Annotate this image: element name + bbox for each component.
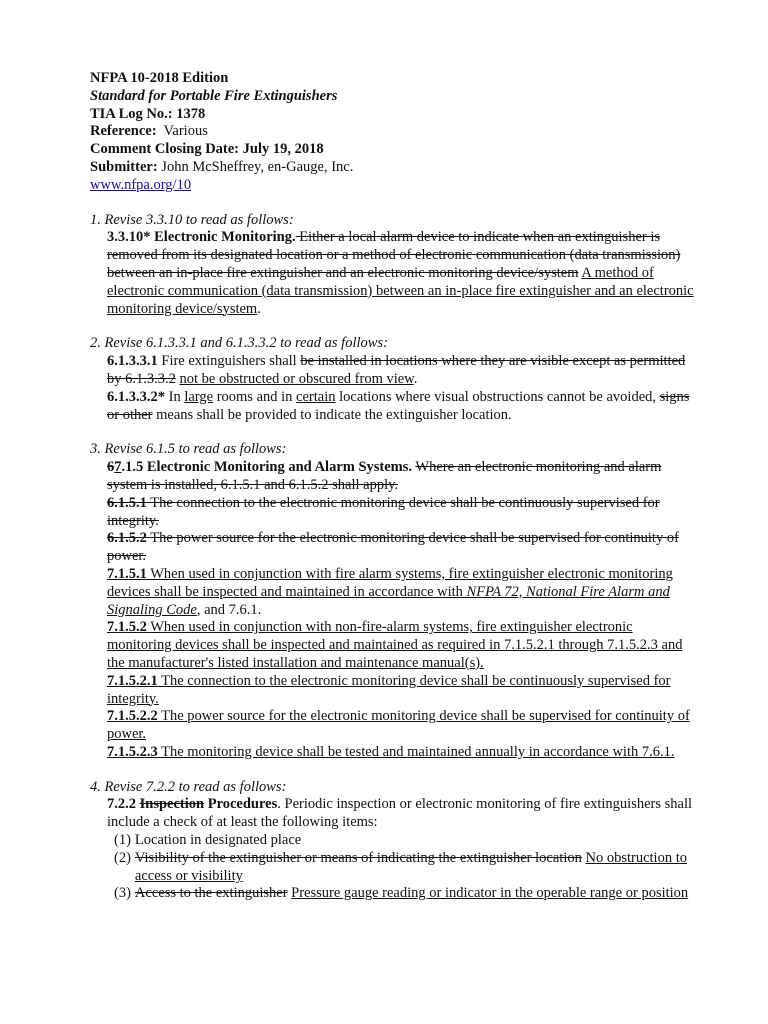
added-text: large	[184, 388, 214, 405]
item-number: (3)	[114, 885, 131, 902]
added-text: certain	[296, 388, 336, 405]
list-item	[114, 885, 700, 903]
section-4	[90, 779, 700, 904]
period: .	[257, 300, 261, 317]
added-text: The monitoring device shall be tested and maintained annually in accordance with 7.6.1.	[157, 743, 675, 760]
section-3-heading	[107, 459, 700, 495]
deleted-digit: 6	[107, 459, 115, 476]
closing-label: Comment Closing Date:	[90, 141, 240, 158]
tia-value: 1378	[176, 105, 206, 122]
closing-value: July 19, 2018	[242, 141, 324, 158]
section-1-title: 1. Revise 3.3.10 to read as follows:	[90, 211, 294, 228]
inspection-items-list	[114, 832, 700, 903]
deleted-text: be installed in locations where they are visible except as permitted by 6.1.3.3.2	[107, 353, 686, 387]
closing-date-line	[90, 141, 700, 159]
para-text: locations where visual obstructions cannot be avoided,	[335, 388, 660, 405]
nfpa-link[interactable]: www.nfpa.org/10	[90, 176, 192, 193]
para-id: 7.1.5.2.3	[107, 743, 158, 760]
section-4-body	[107, 796, 700, 832]
deleted-text: Visibility of the extinguisher or means of indicating the extinguisher location	[134, 849, 582, 866]
reference-label: Reference:	[90, 123, 157, 140]
para-text: . Periodic inspection or electronic monitoring of fire extinguishers shall include a check of at least the following items:	[107, 796, 693, 831]
reference-line	[90, 123, 700, 141]
section-3-title: 3. Revise 6.1.5 to read as follows:	[90, 441, 287, 458]
code-reference: NFPA 72, National Fire Alarm and Signaling Code	[107, 583, 670, 618]
added-para-7151	[107, 566, 700, 619]
para-id: 7.1.5.2.2	[107, 708, 158, 725]
submitter-value: John McSheffrey, en-Gauge, Inc.	[161, 158, 354, 175]
added-text: The power source for the electronic monitoring device shall be supervised for continuity of power.	[107, 708, 690, 743]
section-4-title: 4. Revise 7.2.2 to read as follows:	[90, 778, 287, 795]
para-id: 7.1.5.1	[107, 565, 147, 582]
para-id: 7.1.5.2	[107, 619, 147, 636]
para-heading: Procedures	[204, 796, 278, 813]
added-text: No obstruction to access or visibility	[134, 849, 687, 884]
para-text: In	[165, 388, 185, 405]
added-para-71522	[107, 708, 700, 744]
submitter-label: Submitter:	[90, 158, 158, 175]
added-text: The connection to the electronic monitoring device shall be continuously supervised for integrity.	[107, 672, 671, 707]
reference-value: Various	[163, 123, 208, 140]
added-text: When used in conjunction with fire alarm systems, fire extinguisher electronic monitoring devices shall be inspected and maintained in accordance with	[107, 565, 673, 600]
section-2-title: 2. Revise 6.1.3.3.1 and 6.1.3.3.2 to read as follows:	[90, 335, 388, 352]
item-number: (2)	[114, 849, 131, 866]
deleted-para-6151	[107, 495, 700, 531]
para-text: , and 7.6.1.	[196, 601, 262, 618]
deleted-para-6152	[107, 530, 700, 566]
added-para-71521	[107, 673, 700, 709]
section-2-para-1	[107, 353, 700, 389]
deleted-text: The connection to the electronic monitoring device shall be continuously supervised for integrity.	[107, 494, 660, 529]
period: .	[413, 370, 418, 387]
deleted-text: signs or other	[107, 388, 690, 423]
para-id: 6.1.3.3.1	[107, 353, 158, 370]
edition-title: NFPA 10-2018 Edition	[90, 70, 229, 86]
added-text: not be obstructed or obscured from view	[179, 370, 414, 387]
added-text: Pressure gauge reading or indicator in the operable range or position	[291, 885, 689, 902]
added-para-7152	[107, 619, 700, 672]
standard-subtitle: Standard for Portable Fire Extinguishers	[90, 87, 338, 104]
section-1-deleted: Either a local alarm device to indicate when an extinguisher is removed from its designated location or a method of electronic communication (data transmission) between an in-place fire extinguisher and an electronic monitoring device/system	[107, 229, 681, 281]
list-item	[114, 850, 700, 886]
document-header	[90, 70, 700, 195]
document-page	[90, 70, 700, 903]
para-id: 7.1.5.2.1	[107, 672, 158, 689]
deleted-text: The power source for the electronic monitoring device shall be supervised for continuity of power.	[107, 530, 679, 565]
para-id: 6.1.3.3.2*	[107, 388, 165, 405]
section-2	[90, 335, 700, 424]
tia-line	[90, 106, 700, 124]
section-3	[90, 441, 700, 761]
deleted-text: Access to the extinguisher	[134, 885, 288, 902]
section-1-added: A method of electronic communication (data transmission) between an in-place fire extinguisher and an electronic monitoring device/system	[107, 264, 694, 317]
section-2-para-2	[107, 389, 700, 425]
para-id: 6.1.5.1	[107, 494, 147, 511]
para-text: rooms and in	[213, 388, 297, 405]
added-text: When used in conjunction with non-fire-alarm systems, fire extinguisher electronic monitoring devices shall be inspected and maintained as required in 7.1.5.2.1 through 7.1.5.2.3 and the manufacturer's listed installation and maintenance manual(s).	[107, 619, 683, 671]
section-1-id: 3.3.10* Electronic Monitoring.	[107, 229, 296, 246]
submitter-line	[90, 159, 700, 177]
deleted-text: Where an electronic monitoring and alarm system is installed, 6.1.5.1 and 6.1.5.2 shall apply.	[107, 459, 662, 493]
section-1-body	[107, 229, 700, 318]
added-digit: 7	[114, 459, 122, 476]
heading-id	[107, 459, 412, 475]
para-text: Fire extinguishers shall	[157, 353, 301, 370]
added-para-71523	[107, 744, 700, 762]
item-number: (1)	[114, 832, 131, 849]
para-text: means shall be provided to indicate the extinguisher location.	[152, 406, 512, 423]
section-1	[90, 212, 700, 319]
tia-label: TIA Log No.:	[90, 105, 173, 122]
item-text: Location in designated place	[134, 832, 302, 849]
para-id: 6.1.5.2	[107, 530, 147, 547]
list-item	[114, 832, 700, 850]
heading-text: .1.5 Electronic Monitoring and Alarm Systems.	[121, 459, 413, 476]
para-id: 7.2.2	[107, 796, 136, 813]
deleted-word: Inspection	[139, 796, 205, 813]
